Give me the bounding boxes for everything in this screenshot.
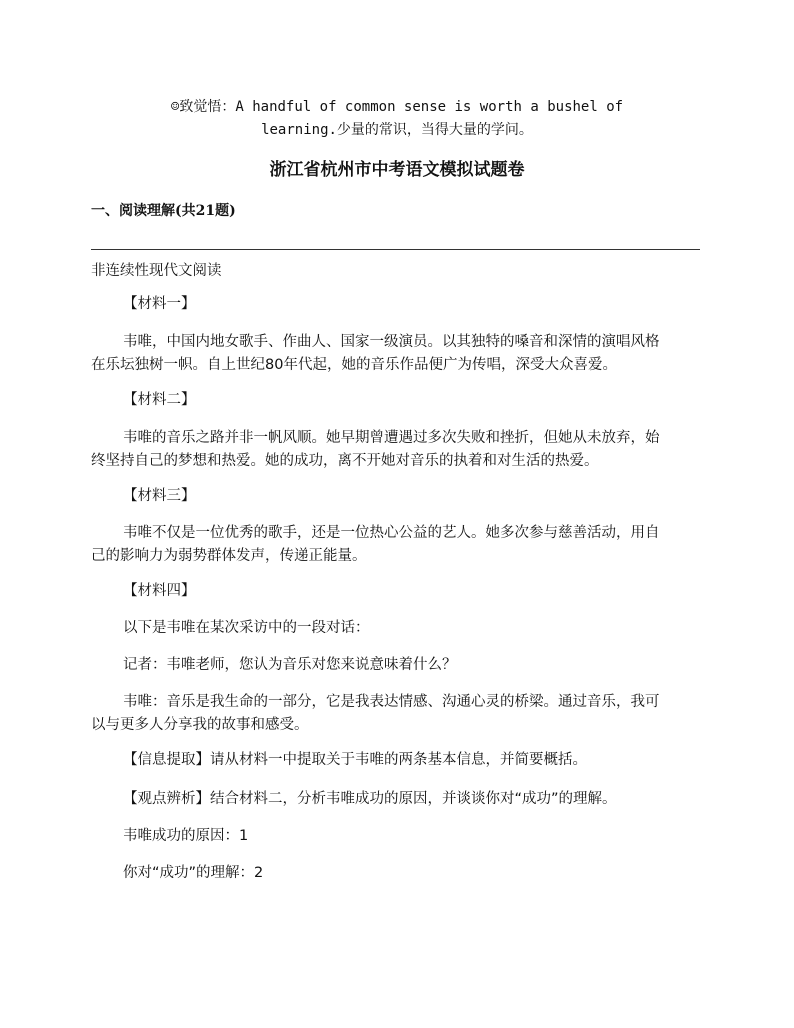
material-3-line-2: 己的影响力为弱势群体发声，传递正能量。 bbox=[91, 548, 367, 564]
material-4-label: 【材料四】 bbox=[123, 583, 196, 599]
material-2-line-2: 终坚持自己的梦想和热爱。她的成功，离不开她对音乐的执着和对生活的热爱。 bbox=[91, 453, 599, 469]
page-title: 浙江省杭州市中考语文模拟试题卷 bbox=[269, 160, 525, 180]
material-4-line-1: 以下是韦唯在某次采访中的一段对话： bbox=[123, 620, 370, 636]
reading-intro: 非连续性现代文阅读 bbox=[91, 263, 222, 279]
material-1-label: 【材料一】 bbox=[123, 296, 196, 312]
material-1-line-2: 在乐坛独树一帜。自上世纪80年代起，她的音乐作品便广为传唱，深受大众喜爱。 bbox=[91, 357, 617, 373]
interview-answer-line-1: 韦唯：音乐是我生命的一部分，它是我表达情感、沟通心灵的桥梁。通过音乐，我可 bbox=[123, 694, 660, 710]
section-heading: 一、阅读理解(共21题) bbox=[91, 203, 236, 219]
material-3-line-1: 韦唯不仅是一位优秀的歌手，还是一位热心公益的艺人。她多次参与慈善活动，用自 bbox=[123, 525, 660, 541]
task-viewpoint-analysis: 【观点辨析】结合材料二，分析韦唯成功的原因，并谈谈你对“成功”的理解。 bbox=[123, 791, 617, 807]
task-info-extraction: 【信息提取】请从材料一中提取关于韦唯的两条基本信息，并简要概括。 bbox=[123, 752, 587, 768]
material-3-label: 【材料三】 bbox=[123, 488, 196, 504]
motto-line-2: learning.少量的常识，当得大量的学问。 bbox=[261, 122, 533, 138]
interview-answer-line-2: 以与更多人分享我的故事和感受。 bbox=[91, 717, 309, 733]
answer-success-reason: 韦唯成功的原因：1 bbox=[123, 828, 249, 844]
interview-question: 记者：韦唯老师，您认为音乐对您来说意味着什么？ bbox=[123, 657, 457, 673]
material-1-line-1: 韦唯，中国内地女歌手、作曲人、国家一级演员。以其独特的嗓音和深情的演唱风格 bbox=[123, 334, 660, 350]
material-2-line-1: 韦唯的音乐之路并非一帆风顺。她早期曾遭遇过多次失败和挫折，但她从未放弃，始 bbox=[123, 430, 660, 446]
motto-line-1: ☺致觉悟：A handful of common sense is worth a bushel of bbox=[170, 99, 624, 115]
answer-success-understanding: 你对“成功”的理解：2 bbox=[123, 865, 264, 881]
divider bbox=[91, 249, 700, 250]
material-2-label: 【材料二】 bbox=[123, 392, 196, 408]
